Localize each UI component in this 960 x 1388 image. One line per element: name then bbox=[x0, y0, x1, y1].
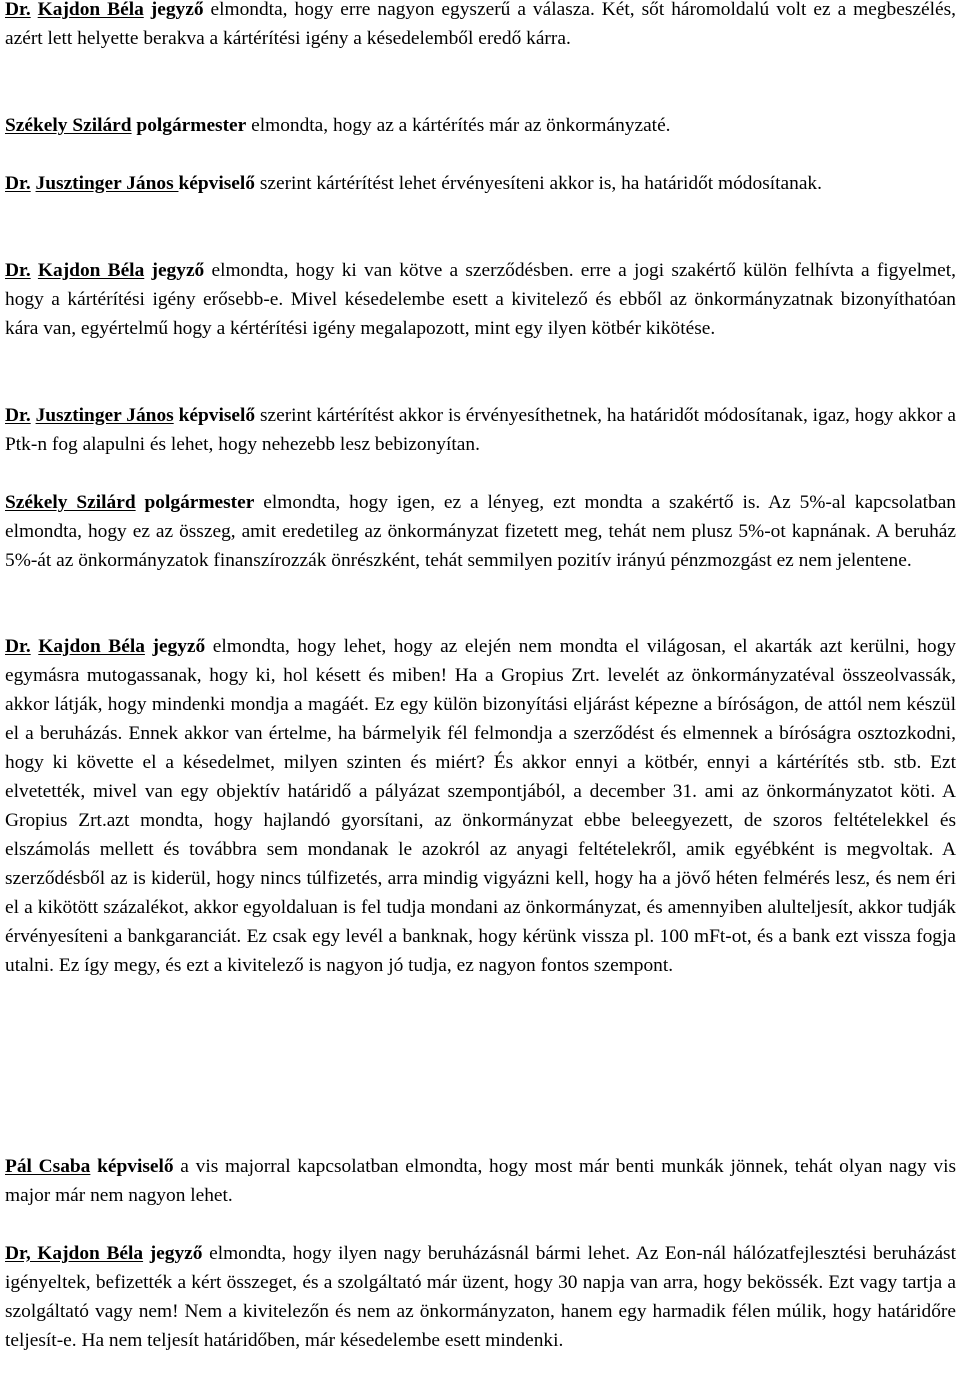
paragraph-6 bbox=[5, 488, 956, 575]
speaker-name: Pál Csaba bbox=[5, 1156, 91, 1177]
paragraph-9 bbox=[5, 1239, 956, 1355]
speaker-name: jegyző bbox=[143, 1243, 203, 1264]
paragraph-text: elmondta, hogy ki van kötve a szerződésben. erre a jogi szakértő külön felhívta a figyelmet, hogy a kártérítési igény erősebb-e. Mivel késedelembe esett a kivitelező és ebből az önkormányzatnak bizonyíthatóan kára van, egyértelmű hogy a kértérítési igény megalapozott, mint egy ilyen kötbér kikötése. bbox=[5, 260, 956, 339]
paragraph-7 bbox=[5, 632, 956, 980]
speaker-name: jegyző bbox=[144, 636, 206, 657]
paragraph-text: elmondta, hogy ilyen nagy beruházásnál bármi lehet. Az Eon-nál hálózatfejlesztési beruházást igényeltek, befizették a kért összeget, és a szolgáltató már üzent, hogy 30 napja van arra, hogy bekössék. Ezt vagy tartja a szolgáltató vagy nem! Nem a kivitelezőn és nem az önkormányzaton, hanem egy harmadik félen múlik, hogy határidőre teljesít-e. Ha nem teljesít határidőben, már késedelembe esett mindenki. bbox=[5, 1243, 956, 1351]
paragraph-1 bbox=[5, 0, 956, 53]
speaker-name: Dr. bbox=[5, 405, 31, 426]
speaker-name: polgármester bbox=[131, 115, 247, 136]
speaker-name: jegyző bbox=[143, 0, 204, 20]
paragraph-2 bbox=[5, 111, 956, 140]
speaker-name: Kajdon Béla bbox=[37, 0, 144, 20]
paragraph-text: elmondta, hogy az a kártérítés már az önkormányzaté. bbox=[246, 115, 671, 136]
speaker-name: jegyző bbox=[144, 260, 205, 281]
paragraph-8 bbox=[5, 1152, 956, 1210]
speaker-name: Székely Szilárd bbox=[5, 115, 132, 136]
paragraph-text: szerint kártérítést lehet érvényesíteni akkor is, ha határidőt módosítanak. bbox=[254, 173, 822, 194]
paragraph-text: elmondta, hogy lehet, hogy az elején nem mondta el világosan, el akarták azt kerülni, hogy egymásra mutogassanak, hogy ki, hol késett és miben! Ha a Gropius Zrt. levelét az önkormányzatéval összeolvassák, akkor látják, hogy mindenki mondja a magáét. Ez egy külön bizonyítási eljárást képezne a bíróságon, de attól nem készül el a beruházás. Ennek akkor van értelme, ha bármelyik fél felmondja a szerződést és elmennek a bíróságra osztozkodni, hogy ki követte el a késedelmet, milyen szinten és miért? És akkor ennyi a kötbér, ennyi a kártérítés stb. stb. Ezt elvetették, mivel van egy objektív határidő a pályázat szempontjából, a december 31. ami az önkormányzatot köti. A Gropius Zrt.azt mondta, hogy hajlandó gyorsítani, az önkormányzat ebbe beleegyezett, de szoros feltételekkel és elszámolás mellett és továbbra sem mondanak le azokról az anyagi feltételekről, amik egyébként is megvoltak. A szerződésből az is kiderül, hogy nincs túlfizetés, arra mindig vigyázni kell, hogy ha a jövő héten felmérés lesz, és nem éri el a kikötött százalékot, akkor egyoldaluan is fel tudja mondani az önkormányzat, és amennyiben alulteljesít, akkor tudják érvényesíteni a bankgaranciát. Ez csak egy levél a banknak, hogy kérünk vissza pl. 100 mFt-ot, és a bank ezt vissza fogja utalni. Ez így megy, és ezt a kivitelező is nagyon jó tudja, ez nagyon fontos szempont. bbox=[5, 636, 956, 976]
speaker-name bbox=[31, 260, 38, 281]
speaker-name: Jusztinger János bbox=[35, 405, 174, 426]
speaker-name bbox=[31, 0, 38, 20]
speaker-name: képviselő bbox=[90, 1156, 174, 1177]
speaker-name: Székely Szilárd bbox=[5, 492, 136, 513]
paragraph-3 bbox=[5, 169, 956, 198]
speaker-name: Dr. bbox=[5, 0, 31, 20]
speaker-name: Dr. bbox=[5, 173, 31, 194]
speaker-name: Dr. bbox=[5, 260, 31, 281]
speaker-name: polgármester bbox=[135, 492, 255, 513]
speaker-name: Dr, Kajdon Béla bbox=[5, 1243, 144, 1264]
speaker-name: Kajdon Béla bbox=[37, 260, 145, 281]
paragraph-4 bbox=[5, 256, 956, 343]
speaker-name: Jusztinger János bbox=[35, 173, 179, 194]
paragraph-text: a vis majorral kapcsolatban elmondta, hogy most már benti munkák jönnek, tehát olyan nagy vis major már nem nagyon lehet. bbox=[5, 1156, 957, 1206]
paragraph-text: elmondta, hogy igen, ez a lényeg, ezt mondta a szakértő is. Az 5%-al kapcsolatban elmondta, hogy ez az összeg, amit eredetileg az önkormányzat fizetett meg, tehát nem plusz 5%-ot kapnának. A beruház 5%-át az önkormányzatok finanszírozzák önrészként, tehát semmilyen pozitív irányú pénzmozgást ez nem jelentene. bbox=[5, 492, 956, 571]
speaker-name: Kajdon Béla bbox=[38, 636, 145, 657]
speaker-name: képviselő bbox=[178, 173, 255, 194]
paragraph-5 bbox=[5, 401, 956, 459]
paragraph-text: elmondta, hogy erre nagyon egyszerű a válasza. Két, sőt háromoldalú volt ez a megbeszélés, azért lett helyette berakva a kártérítési igény a késedelemből eredő kárra. bbox=[5, 0, 956, 49]
speaker-name: Dr. bbox=[5, 636, 31, 657]
paragraph-text: szerint kártérítést akkor is érvényesíthetnek, ha határidőt módosítanak, igaz, hogy akkor a Ptk-n fog alapulni és lehet, hogy nehezebb lesz bebizonyítan. bbox=[5, 405, 956, 455]
speaker-name: képviselő bbox=[173, 405, 256, 426]
